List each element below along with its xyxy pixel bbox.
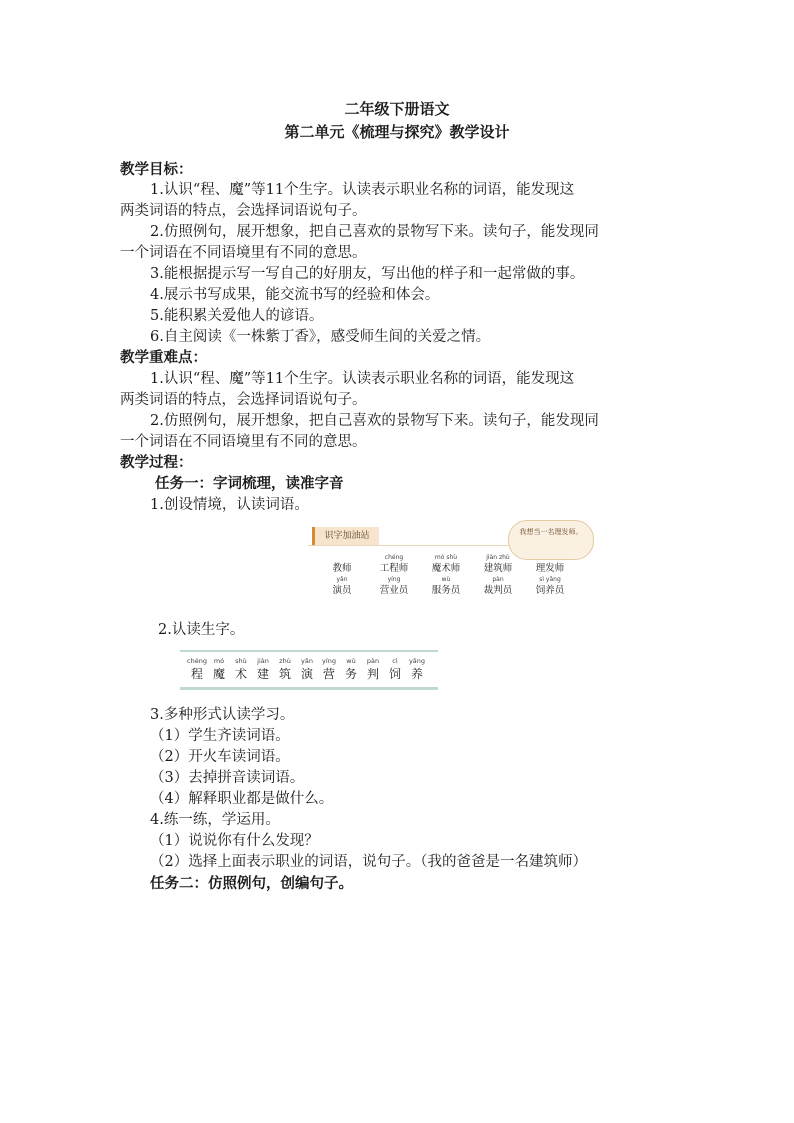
profession-word	[420, 576, 472, 597]
profession-word	[368, 554, 420, 575]
word-pinyin: yíng	[387, 576, 401, 583]
char-hanzi: 建	[256, 667, 269, 681]
profession-word	[316, 554, 368, 575]
task-two-heading: 任务二：仿照例句，创编句子。	[150, 876, 353, 892]
word-hanzi: 工程师	[379, 563, 409, 574]
step-four-sub: （2）选择上面表示职业的词语，说句子。（我的爸爸是一名建筑师）	[150, 854, 587, 870]
profession-word	[368, 576, 420, 597]
goal-line: 4.展示书写成果，能交流书写的经验和体会。	[150, 287, 440, 303]
char-pinyin: yǎn	[301, 657, 313, 665]
speech-bubble-text: 我想当一名理发师。	[519, 528, 583, 536]
char-pinyin: zhù	[279, 657, 291, 665]
new-character	[252, 657, 274, 682]
doc-title-unit: 第二单元《梳理与探究》教学设计	[284, 123, 510, 141]
new-character	[318, 657, 340, 682]
word-station-figure	[308, 518, 592, 610]
step-three-sub: （4）解释职业都是做什么。	[150, 791, 334, 807]
step-three: 3.多种形式认读学习。	[150, 707, 295, 723]
new-character	[208, 657, 230, 682]
char-pinyin: cì	[392, 657, 398, 665]
word-pinyin: jiàn zhù	[486, 554, 510, 561]
goal-line: 一个词语在不同语境里有不同的意思。	[120, 245, 367, 261]
step-three-sub: （1）学生齐读词语。	[150, 728, 290, 744]
char-pinyin: shù	[235, 657, 247, 665]
step-three-sub: （3）去掉拼音读词语。	[150, 770, 305, 786]
char-hanzi: 术	[234, 667, 247, 681]
process-heading: 教学过程：	[120, 455, 193, 471]
char-hanzi: 饲	[388, 667, 401, 681]
profession-word	[524, 576, 576, 597]
goal-line: 6.自主阅读《一株紫丁香》，感受师生间的关爱之情。	[150, 329, 491, 345]
key-point-line: 一个词语在不同语境里有不同的意思。	[120, 434, 367, 450]
word-pinyin	[524, 554, 576, 562]
char-pinyin: jiàn	[257, 657, 269, 665]
new-character	[406, 657, 428, 682]
new-character	[186, 657, 208, 682]
word-hanzi: 魔术师	[431, 563, 461, 574]
word-pinyin: sì yǎng	[539, 576, 561, 583]
goal-line: 1.认识“程、魔”等11个生字。认读表示职业名称的词语，能发现这	[150, 182, 575, 198]
char-pinyin: yíng	[322, 657, 336, 665]
profession-word	[420, 554, 472, 575]
key-point-line: 2.仿照例句，展开想象，把自己喜欢的景物写下来。读句子，能发现同	[150, 413, 599, 429]
goal-line: 两类词语的特点，会选择词语说句子。	[120, 203, 367, 219]
char-hanzi: 演	[300, 667, 313, 681]
doc-title-grade: 二年级下册语文	[344, 100, 450, 118]
char-pinyin: chéng	[187, 657, 207, 665]
char-hanzi: 务	[344, 667, 357, 681]
goal-line: 3.能根据提示写一写自己的好朋友，写出他的样子和一起常做的事。	[150, 266, 585, 282]
word-station-tag: 识字加油站	[312, 527, 379, 545]
char-pinyin: mó	[213, 657, 225, 665]
char-hanzi: 判	[366, 667, 379, 681]
word-hanzi: 饲养员	[535, 585, 565, 596]
new-character	[340, 657, 362, 682]
word-hanzi: 演员	[332, 585, 352, 596]
profession-word	[524, 554, 576, 575]
new-characters-figure	[180, 650, 438, 690]
step-one: 1.创设情境，认读词语。	[150, 497, 309, 513]
step-two: 2.认读生字。	[158, 622, 245, 638]
word-pinyin: yǎn	[336, 576, 348, 583]
new-character	[274, 657, 296, 682]
word-hanzi: 建筑师	[483, 563, 513, 574]
task-one-heading: 任务一：字词梳理，读准字音	[155, 476, 344, 492]
step-four: 4.练一练，学运用。	[150, 812, 280, 828]
figure-bottom-rule	[180, 687, 438, 690]
char-pinyin: wù	[346, 657, 356, 665]
char-hanzi: 筑	[278, 667, 291, 681]
word-pinyin	[316, 554, 368, 562]
goals-heading: 教学目标：	[120, 162, 193, 178]
key-points-heading: 教学重难点：	[120, 350, 207, 366]
char-hanzi: 程	[190, 667, 203, 681]
step-three-sub: （2）开火车读词语。	[150, 749, 290, 765]
word-hanzi: 裁判员	[483, 585, 513, 596]
word-hanzi: 营业员	[379, 585, 409, 596]
char-pinyin: yǎng	[408, 657, 426, 665]
word-hanzi: 教师	[332, 563, 352, 574]
goal-line: 5.能积累关爱他人的谚语。	[150, 308, 324, 324]
char-pinyin: pàn	[366, 657, 380, 665]
goal-line: 2.仿照例句，展开想象，把自己喜欢的景物写下来。读句子，能发现同	[150, 224, 599, 240]
figure-top-rule	[180, 650, 438, 652]
step-four-sub: （1）说说你有什么发现？	[150, 833, 319, 849]
key-point-line: 两类词语的特点，会选择词语说句子。	[120, 392, 367, 408]
word-hanzi: 服务员	[431, 585, 461, 596]
word-pinyin: wù	[441, 576, 451, 583]
profession-word	[472, 576, 524, 597]
word-pinyin: mó shù	[434, 554, 458, 561]
new-character	[296, 657, 318, 682]
new-character	[362, 657, 384, 682]
profession-word	[316, 576, 368, 597]
profession-word	[472, 554, 524, 575]
word-pinyin: pàn	[492, 576, 504, 583]
char-hanzi: 养	[410, 667, 423, 681]
key-point-line: 1.认识“程、魔”等11个生字。认读表示职业名称的词语，能发现这	[150, 371, 575, 387]
char-hanzi: 魔	[212, 667, 225, 681]
char-hanzi: 营	[322, 667, 335, 681]
word-pinyin: chéng	[384, 554, 404, 561]
word-hanzi: 理发师	[535, 563, 565, 574]
new-character	[230, 657, 252, 682]
new-character	[384, 657, 406, 682]
